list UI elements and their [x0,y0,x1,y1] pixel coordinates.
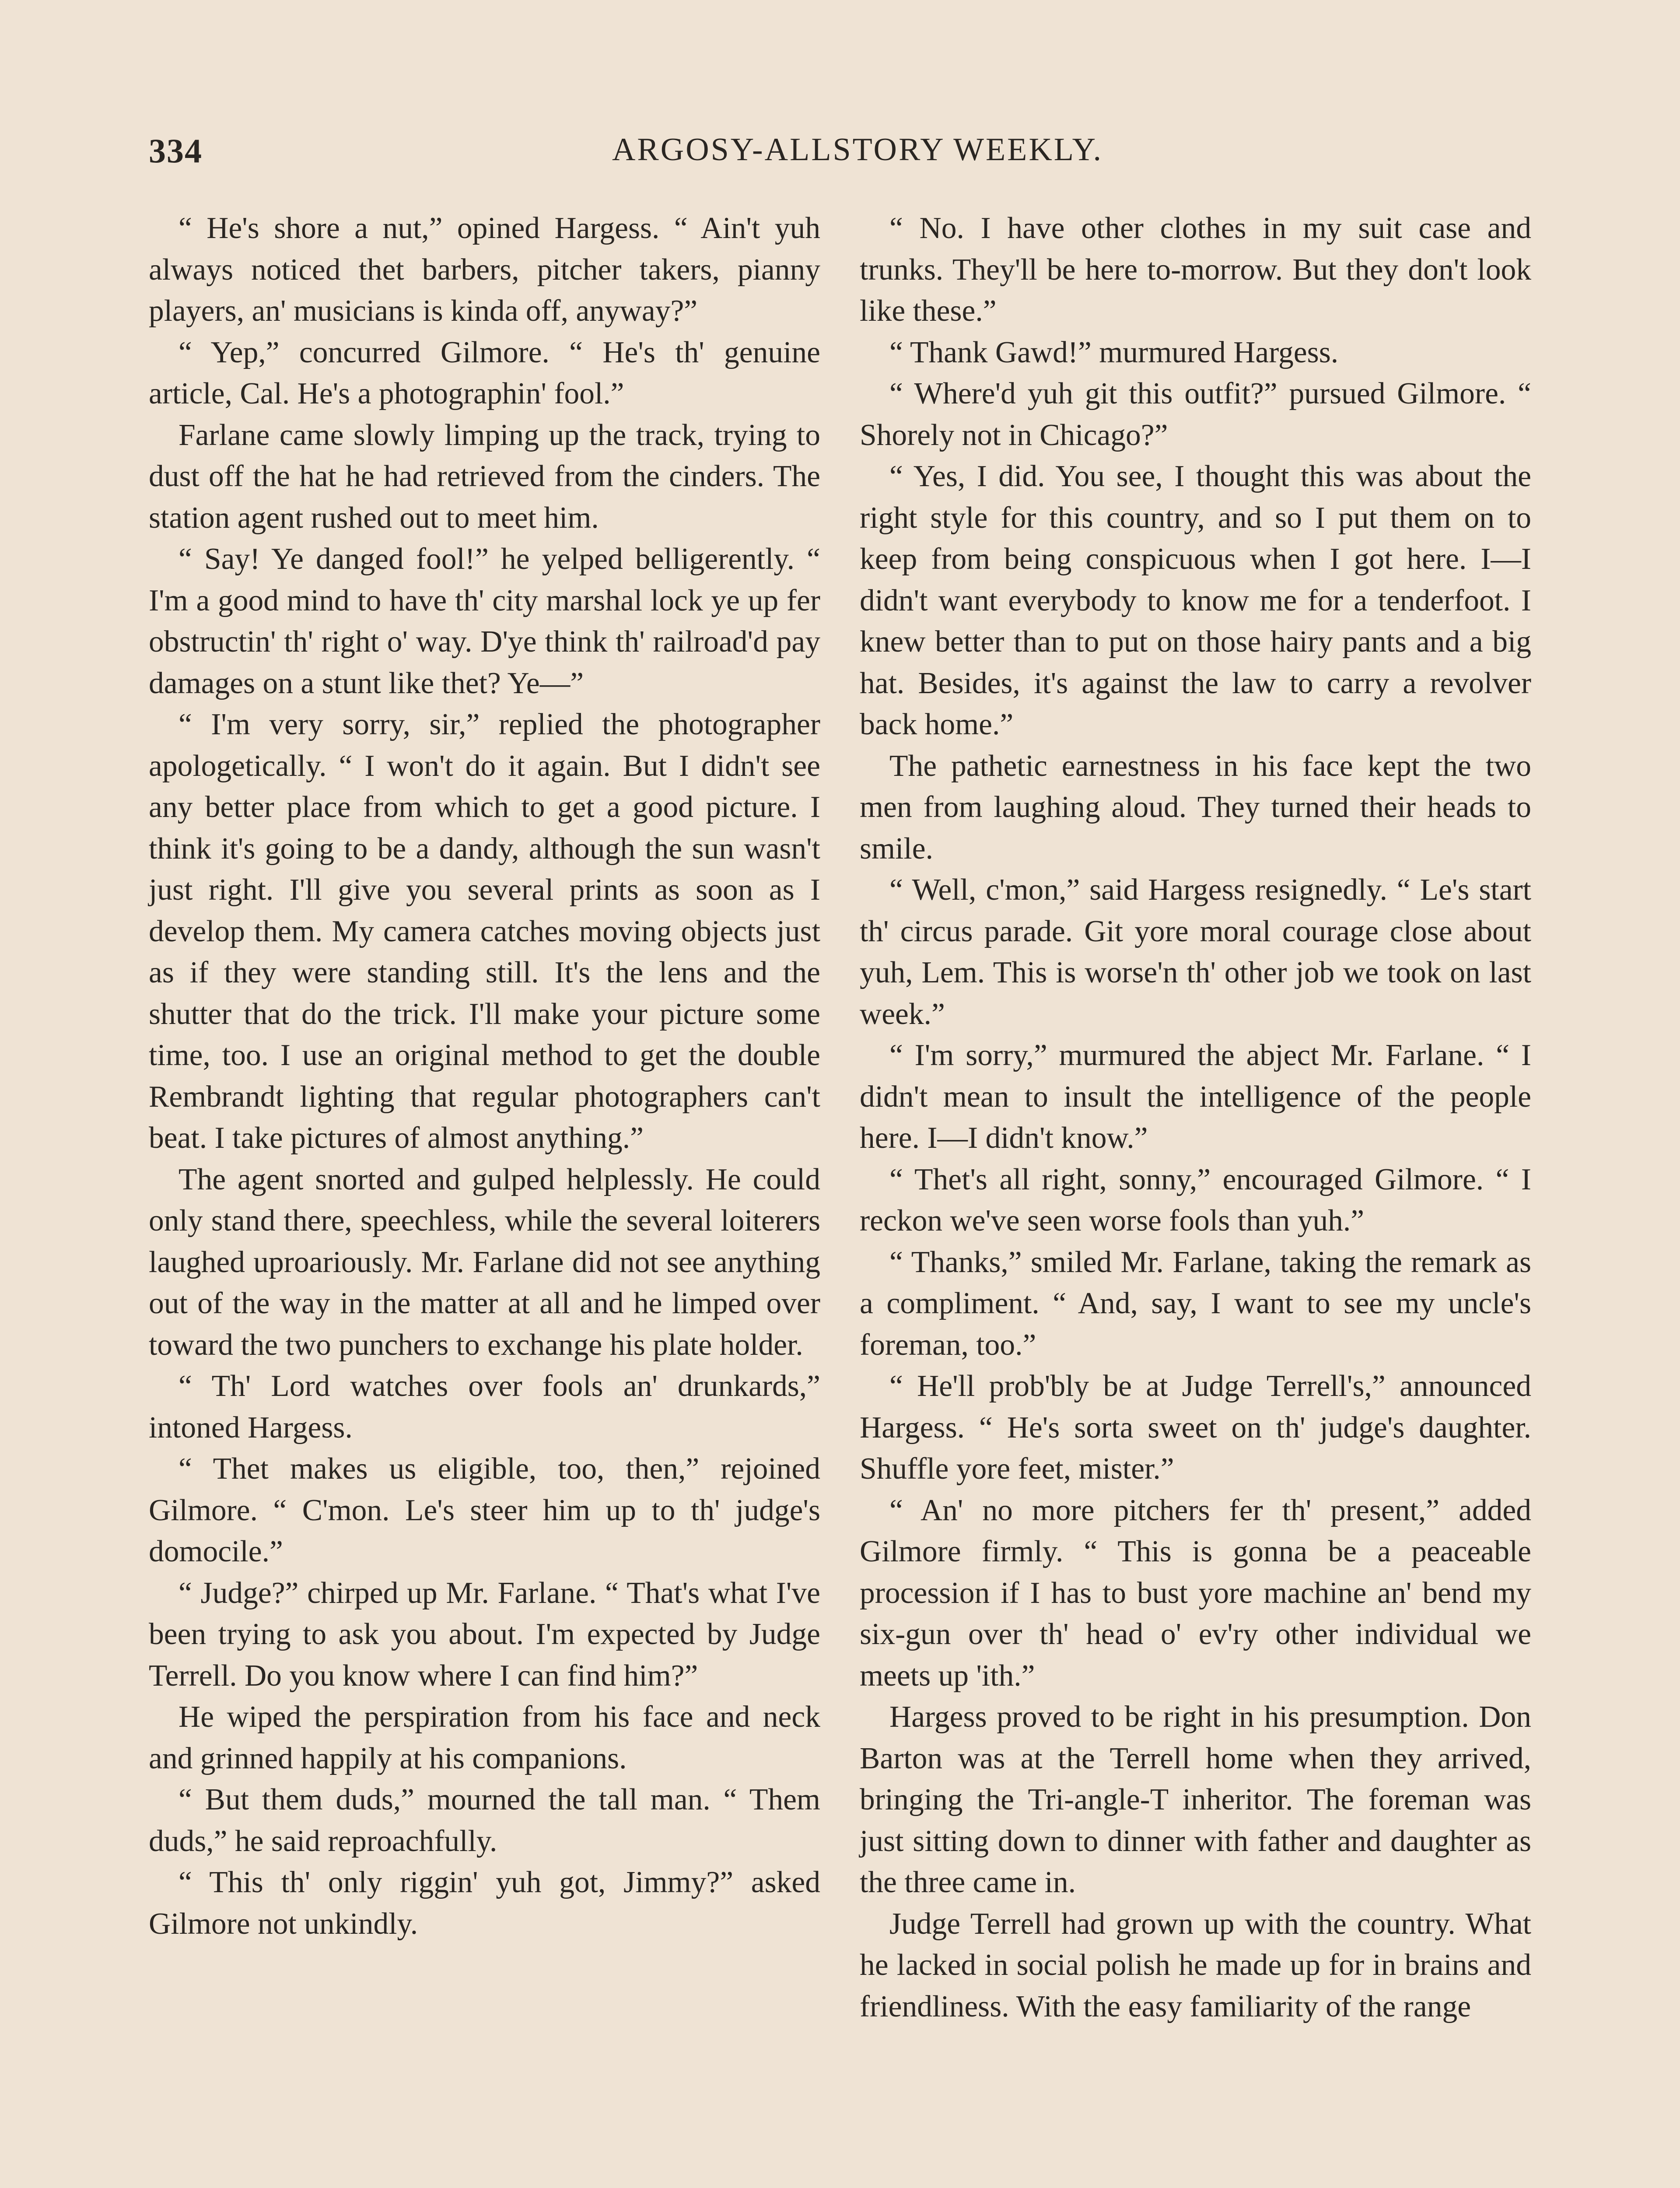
paragraph: “ Say! Ye danged fool!” he yelped belligerently. “ I'm a good mind to have th' city marshal lock ye up fer obstructin' th' right o' way. D'ye think th' railroad'd pay damages on a stunt like thet? Ye—” [149,542,820,700]
paragraph: “ Thank Gawd!” murmured Hargess. [889,335,1339,369]
paragraph: “ An' no more pitchers fer th' present,” added Gilmore firmly. “ This is gonna be a peaceable procession if I has to bust yore machine an' bend my six-gun over th' head o' ev'ry other individual we meets up 'ith.” [860,1493,1531,1693]
paragraph: “ But them duds,” mourned the tall man. “ Them duds,” he said reproachfully. [149,1783,820,1858]
paragraph: Hargess proved to be right in his presumption. Don Barton was at the Terrell home when they arrived, bringing the Tri-angle-T inheritor. The foreman was just sitting down to dinner with father and daughter as the three came in. [860,1700,1531,1899]
paragraph: The agent snorted and gulped helplessly. He could only stand there, speechless, while the several loiterers laughed uproariously. Mr. Farlane did not see anything out of the way in the matter at all and he limped over toward the two punchers to exchange his plate holder. [149,1162,820,1362]
paragraph: “ I'm sorry,” murmured the abject Mr. Farlane. “ I didn't mean to insult the intelligence of the people here. I—I didn't know.” [860,1038,1531,1155]
paragraph: “ Th' Lord watches over fools an' drunkards,” intoned Hargess. [149,1369,820,1445]
paragraph: “ Yep,” concurred Gilmore. “ He's th' genuine article, Cal. He's a photographin' fool.” [149,335,820,410]
page-header [149,131,1566,175]
paragraph: “ I'm very sorry, sir,” replied the photographer apologetically. “ I won't do it again. But I didn't see any better place from which to get a good picture. I think it's going to be a dandy, although the sun wasn't just right. I'll give you several prints as soon as I develop them. My camera catches moving objects just as if they were standing still. It's the lens and the shutter that do the trick. I'll make your picture some time, too. I use an original method to get the double Rembrandt lighting that regular photographers can't beat. I take pictures of almost anything.” [149,708,820,1155]
paragraph: “ He'll prob'bly be at Judge Terrell's,” announced Hargess. “ He's sorta sweet on th' judge's daughter. Shuffle yore feet, mister.” [860,1369,1531,1486]
running-title: ARGOSY-ALLSTORY WEEKLY. [612,132,1103,168]
paragraph: He wiped the perspiration from his face and neck and grinned happily at his companions. [149,1700,820,1775]
right-column [860,208,1531,2027]
page-number: 334 [149,132,203,170]
paragraph: Farlane came slowly limping up the track, trying to dust off the hat he had retrieved from the cinders. The station agent rushed out to meet him. [149,418,820,535]
paragraph: “ He's shore a nut,” opined Hargess. “ Ain't yuh always noticed thet barbers, pitcher takers, pianny players, an' musicians is kinda off, anyway?” [149,211,820,328]
paragraph: “ Thet's all right, sonny,” encouraged Gilmore. “ I reckon we've seen worse fools than yuh.” [860,1162,1531,1238]
paragraph: Judge Terrell had grown up with the country. What he lacked in social polish he made up for in brains and friendliness. With the easy familiarity of the range [860,1907,1531,2023]
paragraph: “ Yes, I did. You see, I thought this was about the right style for this country, and so I put them on to keep from being conspicuous when I got here. I—I didn't want everybody to know me for a tenderfoot. I knew better than to put on those hairy pants and a big hat. Besides, it's against the law to carry a revolver back home.” [860,459,1531,741]
paragraph: “ Judge?” chirped up Mr. Farlane. “ That's what I've been trying to ask you about. I'm expected by Judge Terrell. Do you know where I can find him?” [149,1576,820,1693]
paragraph: “ No. I have other clothes in my suit case and trunks. They'll be here to-morrow. But they don't look like these.” [860,211,1531,328]
paragraph: “ Where'd yuh git this outfit?” pursued Gilmore. “ Shorely not in Chicago?” [860,377,1531,452]
paragraph: The pathetic earnestness in his face kept the two men from laughing aloud. They turned their heads to smile. [860,749,1531,866]
paragraph: “ Well, c'mon,” said Hargess resignedly. “ Le's start th' circus parade. Git yore moral courage close about yuh, Lem. This is worse'n th' other job we took on last week.” [860,873,1531,1031]
paragraph: “ Thanks,” smiled Mr. Farlane, taking the remark as a compliment. “ And, say, I want to see my uncle's foreman, too.” [860,1245,1531,1362]
paragraph: “ This th' only riggin' yuh got, Jimmy?” asked Gilmore not unkindly. [149,1865,820,1941]
left-column [149,208,820,1945]
paragraph: “ Thet makes us eligible, too, then,” rejoined Gilmore. “ C'mon. Le's steer him up to th' judge's domocile.” [149,1452,820,1568]
